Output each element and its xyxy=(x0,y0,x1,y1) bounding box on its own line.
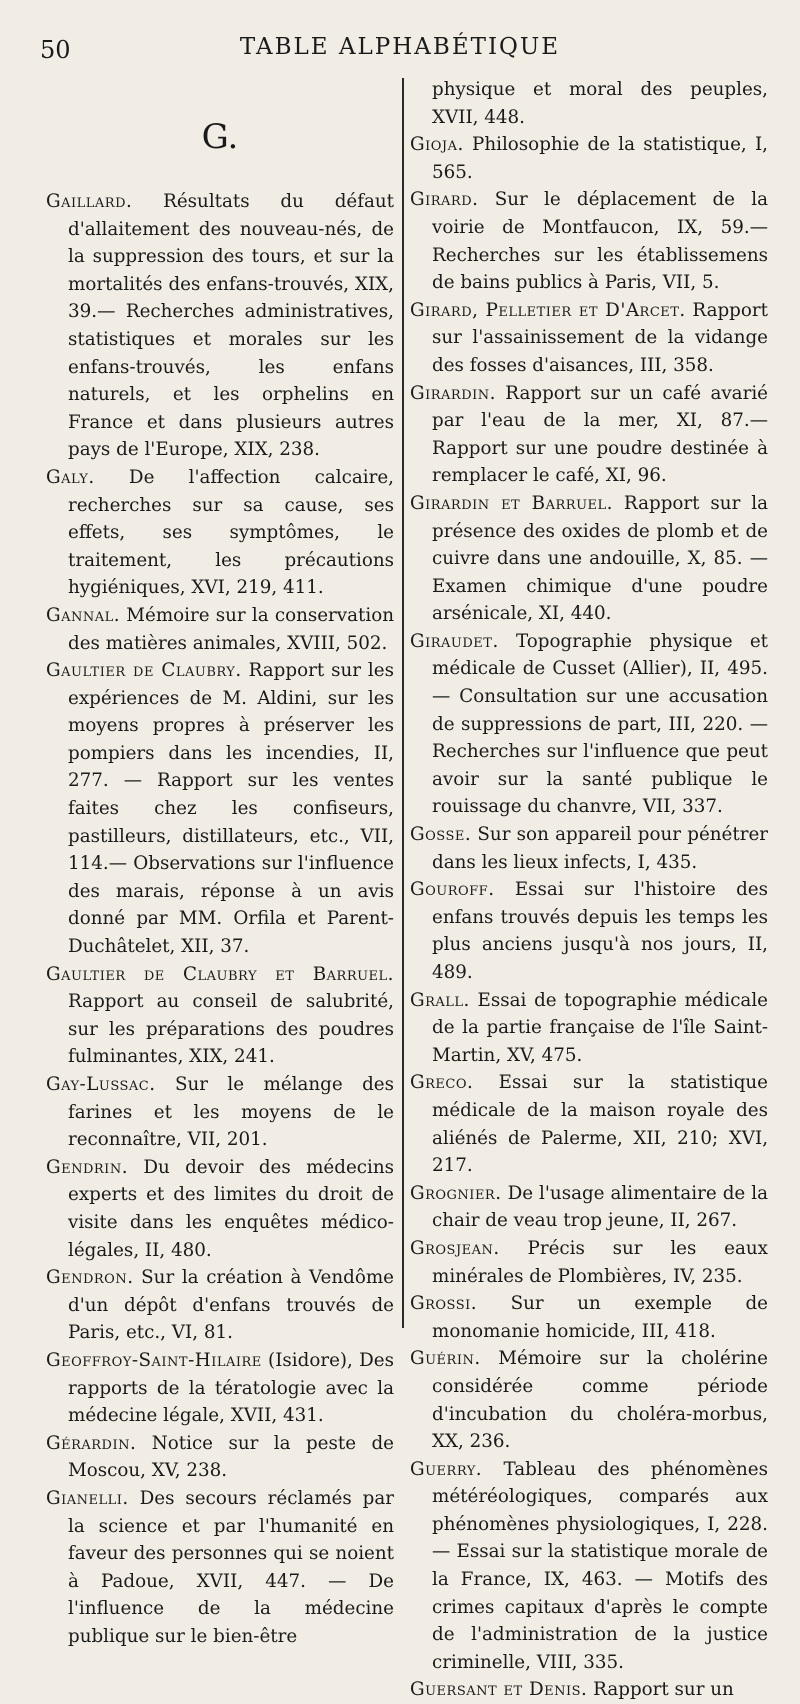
index-entry xyxy=(410,1180,768,1235)
entry-text: Précis sur les eaux minérales de Plombières, IV, 235. xyxy=(432,1237,768,1287)
entry-text: Essai sur la statistique médicale de la maison royale des aliénés de Palerme, XII, 210; XVI, 217. xyxy=(432,1072,768,1177)
index-entry xyxy=(410,1235,768,1290)
index-entry xyxy=(46,602,394,657)
entry-name: Gannal. xyxy=(46,604,121,626)
entry-name: Girardin et Barruel. xyxy=(410,492,613,514)
entry-text: Sur la création à Vendôme d'un dépôt d'enfans trouvés de Paris, etc., VI, 81. xyxy=(68,1267,394,1344)
entry-name: Gay-Lussac. xyxy=(46,1074,156,1095)
index-entry xyxy=(410,1676,768,1704)
index-entry xyxy=(410,1069,768,1179)
entry-text: Du devoir des médecins experts et des limites du droit de visite dans les enquêtes médico-légales, II, 480. xyxy=(68,1156,394,1261)
entry-name: Giraudet. xyxy=(410,630,499,652)
entry-text: Rapport sur un café avarié par l'eau de la mer, XI, 87.— Rapport sur une poudre destinée à remplacer le café, XI, 96. xyxy=(432,382,768,487)
entry-name: Grossi. xyxy=(410,1293,478,1315)
left-entries xyxy=(46,188,394,1650)
entry-name: Gendrin. xyxy=(46,1156,129,1178)
index-entry xyxy=(410,131,768,186)
entry-text: De l'usage alimentaire de la chair de veau trop jeune, II, 267. xyxy=(432,1182,768,1232)
index-entry xyxy=(46,188,394,464)
entry-name: Gouroff. xyxy=(410,879,495,901)
entry-text: Sur le mélange des farines et les moyens de le reconnaître, VII, 201. xyxy=(68,1074,394,1151)
entry-name: Galy. xyxy=(46,466,95,488)
left-column xyxy=(46,76,394,1650)
entry-name: Gioja. xyxy=(410,134,464,156)
index-entry xyxy=(46,1154,394,1264)
entry-text: Mémoire sur la cholérine considérée comme période d'incubation du choléra-morbus, XX, 236. xyxy=(432,1348,768,1453)
entry-name: Grognier. xyxy=(410,1182,502,1204)
entry-text: Sur le déplacement de la voirie de Montfaucon, IX, 59.—Recherches sur les établissemens de bains publics à Paris, VII, 5. xyxy=(432,189,768,294)
entry-name: Guérin. xyxy=(410,1348,481,1370)
column-divider xyxy=(402,78,404,1328)
entry-text: Rapport au conseil de salubrité, sur les préparations des poudres fulminantes, XIX, 241. xyxy=(68,991,394,1068)
entry-text: Sur son appareil pour pénétrer dans les lieux infects, I, 435. xyxy=(432,824,768,873)
entry-text: Rapport sur l'assainissement de la vidange des fosses d'aisances, III, 358. xyxy=(432,299,768,376)
entry-text: De l'affection calcaire, recherches sur sa cause, ses effets, ses symptômes, le traitement, les précautions hygiéniques, XVI, 219, 411. xyxy=(68,466,394,599)
entry-text: Tableau des phénomènes météréologiques, comparés aux phénomènes physiologiques, I, 228. — Essai sur la statistique morale de la France, IX, 463. — Motifs des crimes capitaux d'après le compte de l'administration de la justice criminelle, VIII, 335. xyxy=(432,1458,768,1673)
entry-name: Gaillard. xyxy=(46,191,133,212)
entry-name: Gaultier de Claubry et Barruel. xyxy=(46,963,394,985)
entry-text: Rapport sur les expériences de M. Aldini, sur les moyens propres à préserver les pompiers dans les incendies, II, 277. — Rapport sur les ventes faites chez les confiseurs, pastilleurs, distillateurs, etc., VII, 114.— Observations sur l'influence des marais, réponse à un avis donné par MM. Orfila et Parent-Duchâtelet, XII, 37. xyxy=(68,660,394,958)
index-entry xyxy=(410,186,768,296)
entry-text: Rapport sur la présence des oxides de plomb et de cuivre dans une andouille, X, 85. — Examen chimique d'une poudre arsénicale, XI, 440. xyxy=(432,492,768,625)
index-entry xyxy=(410,876,768,986)
index-entry xyxy=(410,297,768,380)
entry-text: Rapport sur un xyxy=(587,1679,734,1701)
entry-name: Guerry. xyxy=(410,1458,483,1480)
entry-name: Gendron. xyxy=(46,1267,134,1289)
continuation-text: physique et moral des peuples, XVII, 448. xyxy=(432,79,768,128)
index-entry xyxy=(410,628,768,821)
entry-name: Gianelli. xyxy=(46,1487,129,1509)
entry-name: Girardin. xyxy=(410,382,496,404)
index-entry xyxy=(46,657,394,961)
index-entry xyxy=(46,1347,394,1430)
entry-name: Gosse. xyxy=(410,824,472,846)
index-entry xyxy=(410,1345,768,1455)
index-entry xyxy=(46,1071,394,1154)
entry-name: Gérardin. xyxy=(46,1432,137,1454)
entry-name: Guersant et Denis. xyxy=(410,1679,588,1701)
index-entry xyxy=(410,1456,768,1677)
index-entry xyxy=(46,961,394,1071)
index-entry xyxy=(410,987,768,1070)
entry-text: Mémoire sur la conservation des matières animales, XVIII, 502. xyxy=(68,604,394,654)
entry-text: Notice sur la peste de Moscou, XV, 238. xyxy=(68,1432,394,1482)
index-entry xyxy=(46,464,394,602)
page-number: 50 xyxy=(40,36,71,64)
entry-text: Essai de topographie médicale de la partie française de l'île Saint-Martin, XV, 475. xyxy=(432,989,768,1066)
right-entries xyxy=(410,131,768,1704)
index-entry xyxy=(410,380,768,490)
entry-name: Girard, Pelletier et D'Arcet. xyxy=(410,299,686,321)
entry-text: Essai sur l'histoire des enfans trouvés depuis les temps les plus anciens jusqu'à nos jours, II, 489. xyxy=(432,879,768,983)
entry-name: Grall. xyxy=(410,989,470,1011)
right-column xyxy=(410,76,768,1704)
index-entry xyxy=(410,1290,768,1345)
entry-name: Grosjean. xyxy=(410,1237,500,1259)
running-title: TABLE ALPHABÉTIQUE xyxy=(239,34,561,60)
index-entry xyxy=(46,1430,394,1485)
entry-name: Greco. xyxy=(410,1072,474,1094)
section-letter: G. xyxy=(201,117,239,157)
entry-text: Sur un exemple de monomanie homicide, III, 418. xyxy=(432,1293,768,1342)
entry-text: Résultats du défaut d'allaitement des nouveau-nés, de la suppression des tours, et sur la mortalités des enfans-trouvés, XIX, 39.— Recherches administratives, statistiques et morales sur les enfans-trouvés, les enfans naturels, et les orphelins en France et dans plusieurs autres pays de l'Europe, XIX, 238. xyxy=(68,191,394,461)
entry-text: Topographie physique et médicale de Cusset (Allier), II, 495. — Consultation sur une accusation de suppressions de part, III, 220. —Recherches sur l'influence que peut avoir sur la santé publique le rouissage du chanvre, VII, 337. xyxy=(432,630,768,818)
index-entry xyxy=(46,1264,394,1347)
entry-text: (Isidore), Des rapports de la tératologie avec la médecine légale, XVII, 431. xyxy=(68,1349,394,1427)
entry-name: Girard. xyxy=(410,189,479,211)
index-entry xyxy=(46,1485,394,1651)
index-entry xyxy=(410,821,768,876)
entry-name: Gaultier de Claubry. xyxy=(46,660,242,682)
entry-text: Philosophie de la statistique, I, 565. xyxy=(432,134,768,183)
index-entry xyxy=(410,490,768,628)
entry-name: Geoffroy-Saint-Hilaire xyxy=(46,1349,262,1371)
entry-text: Des secours réclamés par la science et par l'humanité en faveur des personnes qui se noient à Padoue, XVII, 447. — De l'influence de la médecine publique sur le bien-être xyxy=(68,1487,394,1647)
